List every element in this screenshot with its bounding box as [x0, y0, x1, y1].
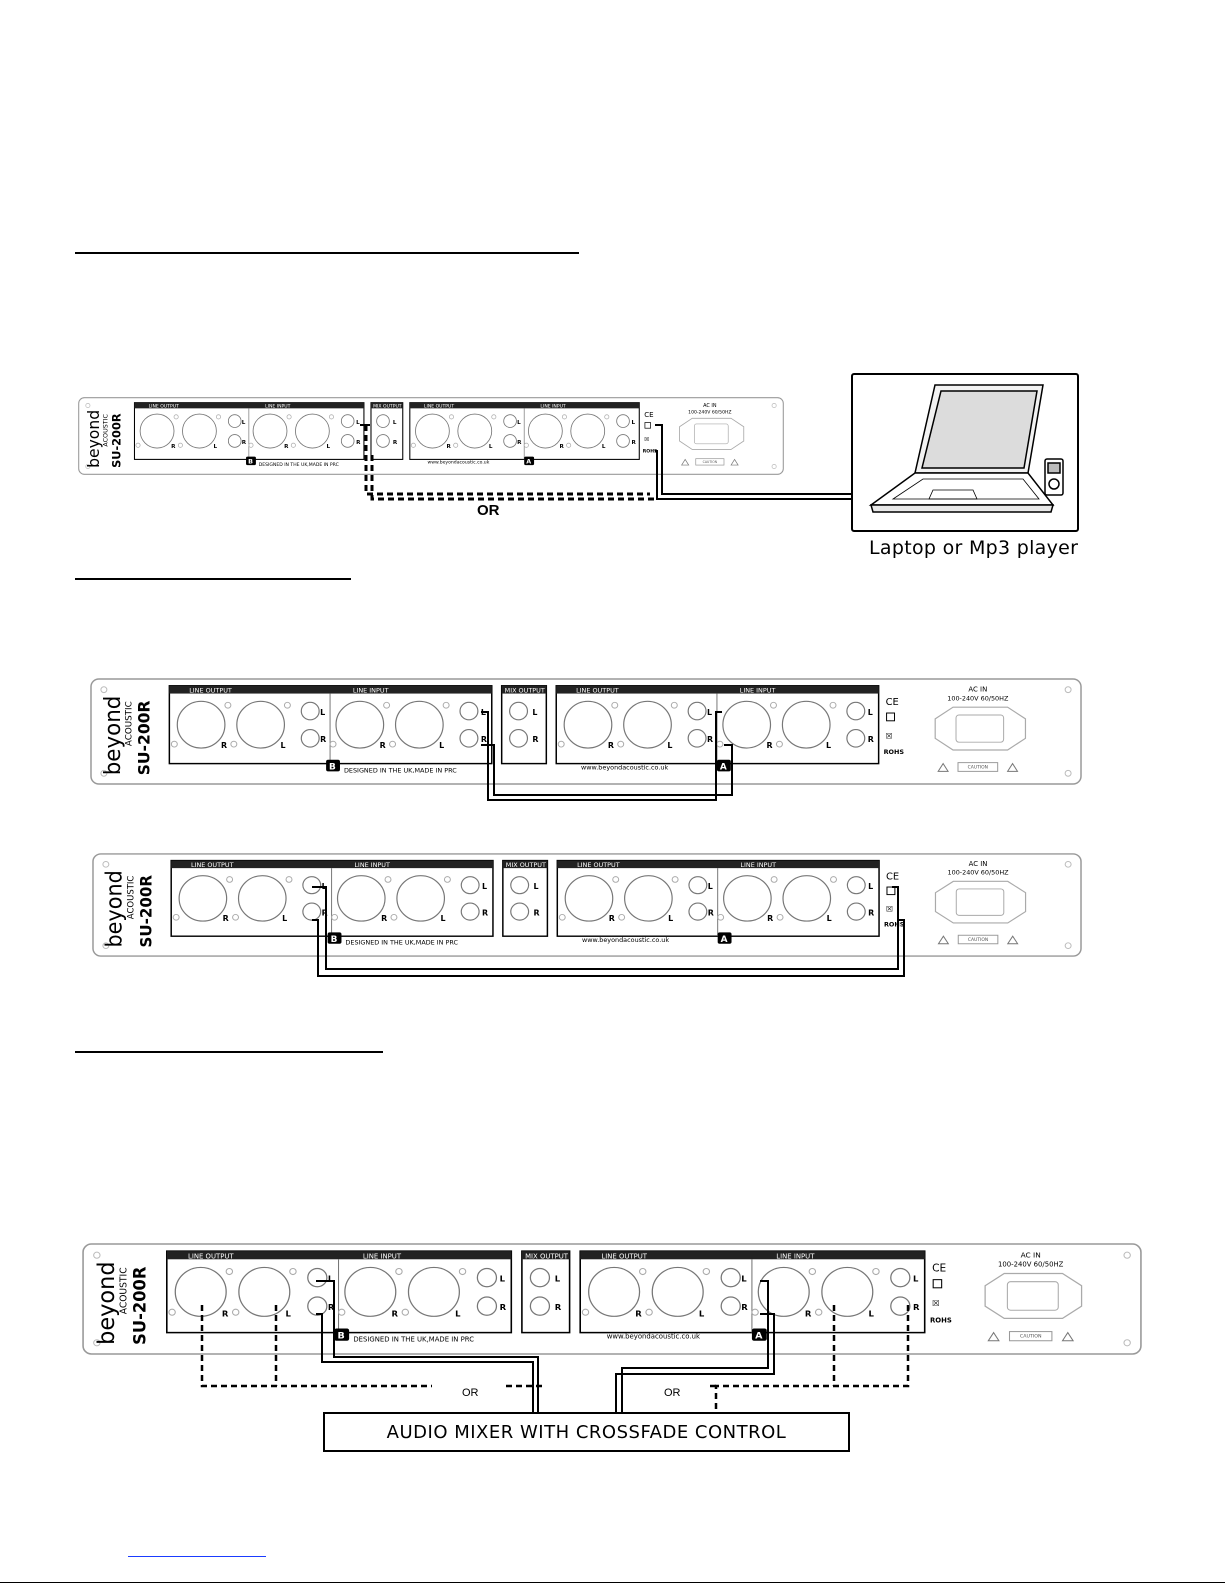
svg-text:R: R	[707, 908, 714, 918]
svg-text:R: R	[532, 735, 539, 745]
brand-acoustic: ACOUSTIC	[118, 1267, 130, 1315]
svg-text:R: R	[533, 908, 540, 918]
svg-text:R: R	[804, 1308, 812, 1319]
svg-text:L: L	[482, 882, 488, 891]
svg-text:AC IN: AC IN	[703, 402, 717, 409]
svg-text:R: R	[221, 1308, 229, 1319]
svg-text:LINE OUTPUT: LINE OUTPUT	[577, 862, 620, 870]
svg-text:R: R	[356, 439, 361, 446]
svg-text:☒: ☒	[885, 731, 893, 741]
svg-text:L: L	[867, 708, 873, 717]
svg-text:MIX OUTPUT: MIX OUTPUT	[505, 862, 546, 870]
svg-text:B: B	[330, 935, 338, 945]
svg-text:ROHS: ROHS	[642, 449, 658, 455]
model-text: SU-200R	[134, 700, 154, 776]
svg-text:L: L	[326, 444, 331, 451]
svg-text:L: L	[439, 741, 445, 751]
svg-text:L: L	[554, 1273, 561, 1284]
svg-text:L: L	[440, 914, 446, 924]
svg-text:R: R	[381, 914, 388, 924]
svg-text:L: L	[327, 1273, 334, 1284]
svg-text:L: L	[532, 708, 538, 717]
svg-text:R: R	[320, 735, 327, 745]
svg-text:R: R	[517, 439, 522, 446]
svg-text:L: L	[826, 741, 832, 751]
svg-text:R: R	[171, 444, 176, 451]
svg-text:R: R	[913, 1302, 920, 1313]
svg-text:AC IN: AC IN	[968, 860, 988, 869]
svg-text:www.beyondacoustic.co.uk: www.beyondacoustic.co.uk	[582, 936, 670, 944]
model-text: SU-200R	[137, 874, 156, 948]
svg-text:☒: ☒	[885, 904, 894, 914]
svg-text:L: L	[392, 419, 397, 426]
svg-text:L: L	[868, 1308, 874, 1319]
or-label-left: OR	[462, 1387, 479, 1399]
svg-text:L: L	[913, 1273, 919, 1284]
or-label-right: OR	[664, 1387, 681, 1399]
audio-mixer-box: AUDIO MIXER WITH CROSSFADE CONTROL	[323, 1412, 850, 1452]
svg-text:R: R	[480, 735, 487, 745]
svg-text:CE: CE	[644, 409, 654, 419]
svg-text:CAUTION: CAUTION	[967, 937, 989, 943]
laptop-caption: Laptop or Mp3 player	[869, 537, 1079, 559]
svg-text:R: R	[635, 1308, 642, 1319]
brand-text: beyond	[85, 409, 104, 468]
svg-text:B: B	[337, 1330, 345, 1342]
model-text: SU-200R	[109, 413, 124, 468]
svg-text:LINE INPUT: LINE INPUT	[739, 686, 776, 695]
svg-text:R: R	[379, 741, 386, 751]
svg-text:AC IN: AC IN	[1020, 1250, 1041, 1260]
svg-text:L: L	[826, 914, 832, 924]
svg-text:L: L	[321, 882, 327, 891]
svg-text:LINE INPUT: LINE INPUT	[740, 862, 777, 870]
svg-text:L: L	[698, 1308, 705, 1319]
brand-text: beyond	[102, 870, 128, 948]
svg-text:www.beyondacoustic.co.uk: www.beyondacoustic.co.uk	[581, 763, 669, 772]
brand-text: beyond	[93, 1261, 120, 1345]
svg-text:L: L	[741, 1273, 747, 1284]
svg-text:LINE INPUT: LINE INPUT	[354, 862, 390, 870]
svg-text:CE: CE	[885, 697, 899, 709]
svg-text:L: L	[282, 914, 288, 924]
svg-text:DESIGNED IN THE UK,MADE IN PRC: DESIGNED IN THE UK,MADE IN PRC	[258, 462, 339, 468]
svg-text:LINE INPUT: LINE INPUT	[540, 404, 566, 410]
svg-text:CAUTION: CAUTION	[702, 459, 718, 464]
svg-text:R: R	[868, 908, 875, 918]
svg-text:L: L	[280, 741, 286, 751]
svg-text:LINE OUTPUT: LINE OUTPUT	[423, 404, 455, 410]
svg-text:L: L	[707, 708, 713, 717]
svg-text:B: B	[248, 458, 253, 466]
svg-text:CE: CE	[932, 1262, 947, 1275]
svg-text:ROHS: ROHS	[883, 747, 905, 756]
svg-text:LINE OUTPUT: LINE OUTPUT	[576, 686, 619, 695]
svg-text:A: A	[719, 762, 727, 773]
svg-text:R: R	[241, 439, 247, 446]
svg-text:LINE INPUT: LINE INPUT	[265, 404, 291, 410]
svg-text:DESIGNED IN THE UK,MADE IN PRC: DESIGNED IN THE UK,MADE IN PRC	[353, 1335, 475, 1344]
svg-text:L: L	[601, 444, 606, 451]
svg-text:R: R	[446, 444, 451, 451]
svg-text:100-240V 60/50HZ: 100-240V 60/50HZ	[947, 869, 1009, 877]
brand-acoustic: ACOUSTIC	[124, 701, 135, 747]
svg-text:DESIGNED IN THE UK,MADE IN PRC: DESIGNED IN THE UK,MADE IN PRC	[345, 939, 459, 947]
svg-text:R: R	[392, 439, 398, 446]
svg-text:R: R	[327, 1302, 335, 1313]
svg-text:L: L	[868, 882, 874, 891]
svg-text:LINE INPUT: LINE INPUT	[776, 1252, 815, 1261]
svg-text:ROHS: ROHS	[930, 1316, 952, 1325]
svg-text:L: L	[455, 1308, 461, 1319]
svg-text:☒: ☒	[644, 436, 650, 443]
svg-text:R: R	[607, 741, 614, 751]
svg-text:R: R	[391, 1308, 399, 1319]
svg-text:L: L	[320, 708, 326, 717]
brand-text: beyond	[100, 695, 126, 776]
or-label-1: OR	[477, 502, 500, 519]
svg-text:ROHS: ROHS	[884, 921, 905, 929]
svg-text:CAUTION: CAUTION	[967, 765, 988, 771]
svg-text:L: L	[241, 419, 246, 426]
svg-text:L: L	[356, 419, 360, 426]
svg-text:R: R	[321, 908, 328, 918]
svg-text:MIX OUTPUT: MIX OUTPUT	[525, 1252, 569, 1261]
svg-text:LINE INPUT: LINE INPUT	[362, 1252, 402, 1261]
svg-text:R: R	[867, 735, 874, 745]
svg-text:L: L	[707, 882, 713, 891]
svg-text:A: A	[526, 458, 532, 466]
svg-text:LINE OUTPUT: LINE OUTPUT	[191, 862, 234, 870]
svg-text:B: B	[329, 762, 336, 773]
svg-text:R: R	[559, 444, 564, 451]
svg-text:A: A	[720, 935, 728, 945]
svg-text:R: R	[499, 1302, 507, 1313]
svg-text:LINE OUTPUT: LINE OUTPUT	[189, 686, 232, 695]
svg-text:100-240V 60/50HZ: 100-240V 60/50HZ	[947, 694, 1009, 703]
svg-text:R: R	[554, 1302, 562, 1313]
svg-text:☒: ☒	[932, 1298, 940, 1309]
svg-text:AC IN: AC IN	[968, 685, 988, 694]
svg-text:R: R	[284, 444, 289, 451]
svg-text:R: R	[741, 1302, 748, 1313]
svg-text:www.beyondacoustic.co.uk: www.beyondacoustic.co.uk	[606, 1332, 700, 1341]
svg-text:www.beyondacoustic.co.uk: www.beyondacoustic.co.uk	[427, 460, 490, 466]
svg-text:CAUTION: CAUTION	[1019, 1334, 1042, 1340]
svg-text:R: R	[608, 914, 615, 924]
svg-text:LINE OUTPUT: LINE OUTPUT	[188, 1252, 234, 1261]
svg-text:L: L	[488, 444, 493, 451]
svg-text:A: A	[755, 1330, 763, 1342]
svg-text:LINE OUTPUT: LINE OUTPUT	[601, 1252, 648, 1261]
svg-text:L: L	[667, 741, 673, 751]
svg-text:L: L	[499, 1273, 506, 1284]
model-text: SU-200R	[130, 1266, 150, 1345]
svg-text:R: R	[631, 439, 636, 446]
svg-text:R: R	[220, 741, 228, 751]
brand-acoustic: ACOUSTIC	[102, 413, 110, 447]
svg-text:L: L	[480, 708, 486, 717]
svg-text:R: R	[222, 914, 229, 924]
svg-text:L: L	[631, 419, 636, 426]
svg-text:R: R	[482, 908, 489, 918]
svg-text:MIX OUTPUT: MIX OUTPUT	[373, 404, 402, 410]
svg-text:100-240V 60/50HZ: 100-240V 60/50HZ	[997, 1260, 1064, 1269]
svg-text:L: L	[668, 914, 674, 924]
svg-text:R: R	[707, 735, 714, 745]
svg-text:MIX OUTPUT: MIX OUTPUT	[504, 686, 545, 695]
svg-text:L: L	[213, 444, 218, 451]
svg-text:L: L	[285, 1308, 291, 1319]
svg-text:R: R	[767, 914, 774, 924]
svg-text:DESIGNED IN THE UK,MADE IN PRC: DESIGNED IN THE UK,MADE IN PRC	[343, 766, 457, 775]
svg-text:100-240V 60/50HZ: 100-240V 60/50HZ	[688, 410, 732, 416]
svg-text:L: L	[517, 419, 521, 426]
svg-text:L: L	[533, 882, 539, 891]
svg-text:CE: CE	[885, 871, 900, 883]
svg-text:R: R	[766, 741, 773, 751]
svg-text:LINE INPUT: LINE INPUT	[352, 686, 389, 695]
brand-acoustic: ACOUSTIC	[126, 875, 137, 920]
svg-text:LINE OUTPUT: LINE OUTPUT	[148, 404, 179, 410]
